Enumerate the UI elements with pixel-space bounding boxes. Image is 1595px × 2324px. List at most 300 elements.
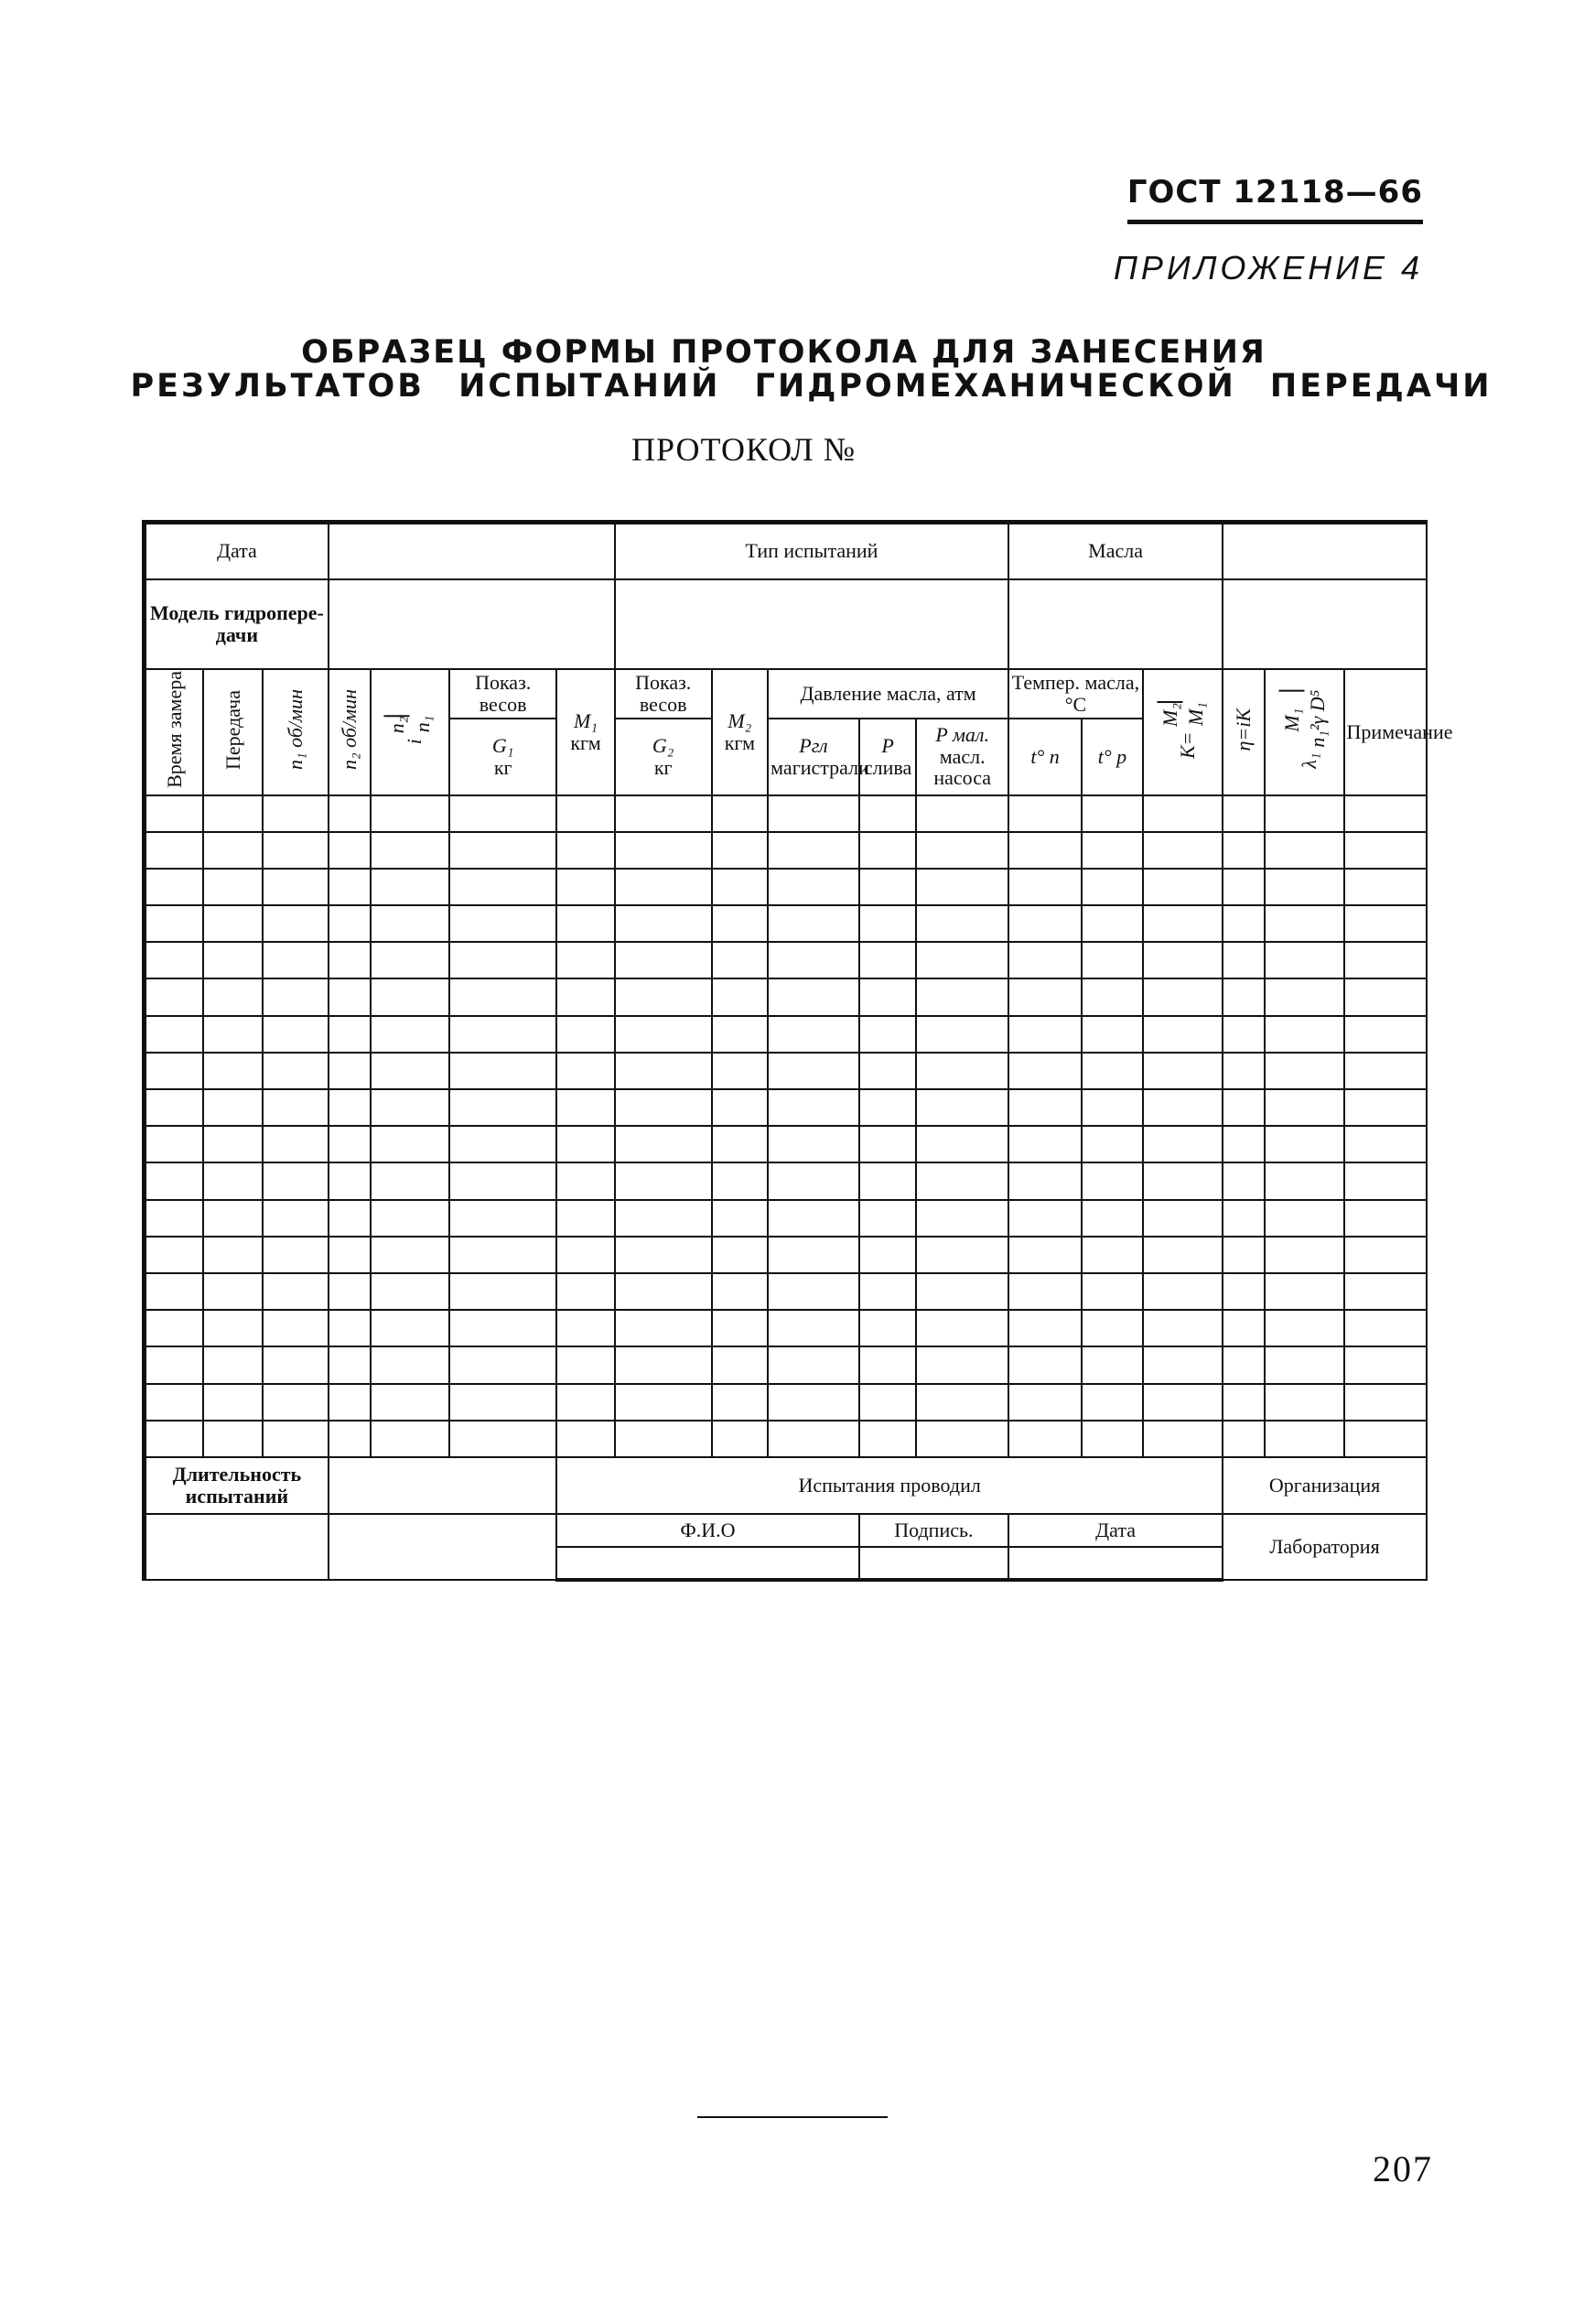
data-cell[interactable] [712, 1310, 769, 1346]
data-cell[interactable] [203, 832, 263, 869]
data-cell[interactable] [1143, 942, 1223, 978]
data-cell[interactable] [449, 1016, 556, 1053]
data-cell[interactable] [712, 1346, 769, 1383]
data-cell[interactable] [556, 1126, 615, 1162]
data-cell[interactable] [371, 1384, 449, 1421]
data-cell[interactable] [1082, 905, 1143, 942]
data-cell[interactable] [1344, 869, 1427, 905]
data-cell[interactable] [1344, 1053, 1427, 1089]
data-cell[interactable] [859, 832, 917, 869]
data-cell[interactable] [449, 1384, 556, 1421]
data-cell[interactable] [371, 832, 449, 869]
data-cell[interactable] [1143, 1126, 1223, 1162]
oil-value-cell[interactable] [1223, 523, 1427, 579]
data-cell[interactable] [916, 1237, 1008, 1273]
data-cell[interactable] [556, 869, 615, 905]
data-cell[interactable] [1143, 832, 1223, 869]
data-cell[interactable] [916, 1200, 1008, 1237]
data-cell[interactable] [1008, 1126, 1082, 1162]
data-cell[interactable] [1223, 795, 1265, 832]
data-cell[interactable] [615, 978, 712, 1015]
data-cell[interactable] [1265, 1089, 1343, 1126]
data-cell[interactable] [1344, 1089, 1427, 1126]
data-cell[interactable] [916, 1346, 1008, 1383]
data-cell[interactable] [859, 1016, 917, 1053]
data-cell[interactable] [371, 942, 449, 978]
data-cell[interactable] [712, 1162, 769, 1199]
data-cell[interactable] [1344, 1162, 1427, 1199]
data-cell[interactable] [1143, 1089, 1223, 1126]
data-cell[interactable] [916, 1421, 1008, 1457]
data-cell[interactable] [1008, 942, 1082, 978]
data-cell[interactable] [329, 869, 371, 905]
data-cell[interactable] [712, 1053, 769, 1089]
data-cell[interactable] [329, 1273, 371, 1310]
data-cell[interactable] [145, 942, 204, 978]
data-cell[interactable] [1143, 1237, 1223, 1273]
data-cell[interactable] [1223, 1384, 1265, 1421]
data-cell[interactable] [371, 1053, 449, 1089]
data-cell[interactable] [1223, 1237, 1265, 1273]
data-cell[interactable] [916, 942, 1008, 978]
data-cell[interactable] [449, 1200, 556, 1237]
data-cell[interactable] [263, 1089, 329, 1126]
data-cell[interactable] [1344, 1384, 1427, 1421]
data-cell[interactable] [1082, 1089, 1143, 1126]
data-cell[interactable] [1082, 1273, 1143, 1310]
data-cell[interactable] [1082, 1200, 1143, 1237]
data-cell[interactable] [859, 1310, 917, 1346]
data-cell[interactable] [329, 1346, 371, 1383]
data-cell[interactable] [556, 1162, 615, 1199]
data-cell[interactable] [712, 1273, 769, 1310]
data-cell[interactable] [449, 1162, 556, 1199]
data-cell[interactable] [1082, 795, 1143, 832]
data-cell[interactable] [263, 1273, 329, 1310]
data-cell[interactable] [859, 978, 917, 1015]
data-cell[interactable] [615, 795, 712, 832]
data-cell[interactable] [1265, 1384, 1343, 1421]
data-cell[interactable] [329, 1237, 371, 1273]
data-cell[interactable] [859, 1346, 917, 1383]
data-cell[interactable] [263, 795, 329, 832]
data-cell[interactable] [1082, 1053, 1143, 1089]
data-cell[interactable] [859, 1421, 917, 1457]
data-cell[interactable] [1265, 942, 1343, 978]
data-cell[interactable] [1223, 1126, 1265, 1162]
data-cell[interactable] [859, 869, 917, 905]
data-cell[interactable] [329, 1126, 371, 1162]
data-cell[interactable] [1344, 1421, 1427, 1457]
data-cell[interactable] [145, 978, 204, 1015]
data-cell[interactable] [203, 978, 263, 1015]
data-cell[interactable] [615, 1346, 712, 1383]
data-cell[interactable] [1223, 869, 1265, 905]
data-cell[interactable] [1223, 942, 1265, 978]
data-cell[interactable] [768, 832, 859, 869]
data-cell[interactable] [1344, 978, 1427, 1015]
data-cell[interactable] [263, 1162, 329, 1199]
data-cell[interactable] [1008, 1273, 1082, 1310]
data-cell[interactable] [263, 1237, 329, 1273]
data-cell[interactable] [615, 942, 712, 978]
data-cell[interactable] [1344, 832, 1427, 869]
data-cell[interactable] [556, 1384, 615, 1421]
data-cell[interactable] [263, 1384, 329, 1421]
data-cell[interactable] [449, 1089, 556, 1126]
data-cell[interactable] [556, 1346, 615, 1383]
data-cell[interactable] [615, 869, 712, 905]
data-cell[interactable] [916, 1273, 1008, 1310]
data-cell[interactable] [145, 1384, 204, 1421]
data-cell[interactable] [556, 1200, 615, 1237]
data-cell[interactable] [615, 832, 712, 869]
data-cell[interactable] [263, 869, 329, 905]
data-cell[interactable] [1344, 1237, 1427, 1273]
data-cell[interactable] [1082, 1310, 1143, 1346]
data-cell[interactable] [1008, 1237, 1082, 1273]
data-cell[interactable] [712, 1089, 769, 1126]
data-cell[interactable] [712, 942, 769, 978]
data-cell[interactable] [1265, 1162, 1343, 1199]
data-cell[interactable] [1082, 869, 1143, 905]
data-cell[interactable] [859, 1053, 917, 1089]
data-cell[interactable] [203, 1053, 263, 1089]
data-cell[interactable] [1082, 1384, 1143, 1421]
data-cell[interactable] [916, 1310, 1008, 1346]
data-cell[interactable] [1344, 1016, 1427, 1053]
data-cell[interactable] [1265, 869, 1343, 905]
data-cell[interactable] [859, 1384, 917, 1421]
data-cell[interactable] [263, 832, 329, 869]
data-cell[interactable] [768, 1421, 859, 1457]
data-cell[interactable] [203, 1273, 263, 1310]
data-cell[interactable] [145, 905, 204, 942]
data-cell[interactable] [1265, 1310, 1343, 1346]
data-cell[interactable] [371, 1421, 449, 1457]
data-cell[interactable] [1143, 1053, 1223, 1089]
data-cell[interactable] [712, 978, 769, 1015]
data-cell[interactable] [263, 1346, 329, 1383]
data-cell[interactable] [1008, 869, 1082, 905]
data-cell[interactable] [145, 1089, 204, 1126]
data-cell[interactable] [1265, 1421, 1343, 1457]
data-cell[interactable] [1082, 1421, 1143, 1457]
data-cell[interactable] [712, 1237, 769, 1273]
data-cell[interactable] [916, 1162, 1008, 1199]
duration-value-cell[interactable] [329, 1457, 556, 1514]
data-cell[interactable] [329, 1089, 371, 1126]
data-cell[interactable] [371, 1089, 449, 1126]
data-cell[interactable] [449, 832, 556, 869]
data-cell[interactable] [768, 1346, 859, 1383]
data-cell[interactable] [203, 1089, 263, 1126]
data-cell[interactable] [556, 1089, 615, 1126]
test-type-value-cell[interactable] [615, 579, 1008, 669]
data-cell[interactable] [1223, 1273, 1265, 1310]
data-cell[interactable] [1082, 942, 1143, 978]
data-cell[interactable] [1143, 795, 1223, 832]
data-cell[interactable] [263, 942, 329, 978]
data-cell[interactable] [371, 1126, 449, 1162]
data-cell[interactable] [916, 795, 1008, 832]
data-cell[interactable] [203, 1162, 263, 1199]
data-cell[interactable] [1008, 832, 1082, 869]
data-cell[interactable] [1008, 1421, 1082, 1457]
data-cell[interactable] [1143, 1346, 1223, 1383]
data-cell[interactable] [1082, 1162, 1143, 1199]
data-cell[interactable] [449, 1273, 556, 1310]
data-cell[interactable] [449, 795, 556, 832]
data-cell[interactable] [263, 1126, 329, 1162]
data-cell[interactable] [1265, 832, 1343, 869]
data-cell[interactable] [1344, 1126, 1427, 1162]
data-cell[interactable] [1223, 1016, 1265, 1053]
data-cell[interactable] [556, 1273, 615, 1310]
data-cell[interactable] [329, 1421, 371, 1457]
data-cell[interactable] [203, 1310, 263, 1346]
data-cell[interactable] [449, 942, 556, 978]
data-cell[interactable] [1143, 1384, 1223, 1421]
data-cell[interactable] [1344, 905, 1427, 942]
data-cell[interactable] [1223, 1162, 1265, 1199]
data-cell[interactable] [1082, 1126, 1143, 1162]
data-cell[interactable] [712, 1421, 769, 1457]
data-cell[interactable] [859, 1126, 917, 1162]
data-cell[interactable] [329, 1200, 371, 1237]
data-cell[interactable] [768, 869, 859, 905]
data-cell[interactable] [556, 832, 615, 869]
data-cell[interactable] [615, 905, 712, 942]
data-cell[interactable] [768, 795, 859, 832]
data-cell[interactable] [329, 1016, 371, 1053]
data-cell[interactable] [1265, 1346, 1343, 1383]
data-cell[interactable] [449, 1310, 556, 1346]
data-cell[interactable] [556, 1421, 615, 1457]
data-cell[interactable] [556, 942, 615, 978]
data-cell[interactable] [1344, 942, 1427, 978]
data-cell[interactable] [916, 1016, 1008, 1053]
data-cell[interactable] [712, 1126, 769, 1162]
data-cell[interactable] [371, 978, 449, 1015]
data-cell[interactable] [263, 1016, 329, 1053]
data-cell[interactable] [859, 795, 917, 832]
data-cell[interactable] [712, 832, 769, 869]
data-cell[interactable] [1265, 1237, 1343, 1273]
data-cell[interactable] [329, 832, 371, 869]
data-cell[interactable] [145, 1053, 204, 1089]
data-cell[interactable] [1143, 1273, 1223, 1310]
data-cell[interactable] [768, 1053, 859, 1089]
data-cell[interactable] [1223, 978, 1265, 1015]
data-cell[interactable] [203, 1421, 263, 1457]
data-cell[interactable] [768, 1089, 859, 1126]
duration-extra-cell[interactable] [145, 1514, 329, 1580]
data-cell[interactable] [203, 1200, 263, 1237]
data-cell[interactable] [768, 978, 859, 1015]
data-cell[interactable] [1223, 905, 1265, 942]
data-cell[interactable] [1008, 1310, 1082, 1346]
data-cell[interactable] [203, 1346, 263, 1383]
data-cell[interactable] [859, 905, 917, 942]
data-cell[interactable] [1143, 905, 1223, 942]
data-cell[interactable] [263, 905, 329, 942]
data-cell[interactable] [1008, 1089, 1082, 1126]
data-cell[interactable] [615, 1237, 712, 1273]
data-cell[interactable] [263, 1200, 329, 1237]
data-cell[interactable] [145, 1310, 204, 1346]
data-cell[interactable] [449, 1237, 556, 1273]
data-cell[interactable] [615, 1273, 712, 1310]
data-cell[interactable] [1143, 978, 1223, 1015]
data-cell[interactable] [371, 1016, 449, 1053]
data-cell[interactable] [1265, 978, 1343, 1015]
data-cell[interactable] [145, 795, 204, 832]
data-cell[interactable] [1223, 832, 1265, 869]
data-cell[interactable] [1143, 1200, 1223, 1237]
data-cell[interactable] [916, 978, 1008, 1015]
data-cell[interactable] [768, 905, 859, 942]
data-cell[interactable] [329, 978, 371, 1015]
data-cell[interactable] [371, 869, 449, 905]
data-cell[interactable] [859, 1237, 917, 1273]
data-cell[interactable] [145, 1273, 204, 1310]
data-cell[interactable] [449, 1346, 556, 1383]
data-cell[interactable] [768, 1162, 859, 1199]
data-cell[interactable] [556, 905, 615, 942]
data-cell[interactable] [859, 1273, 917, 1310]
data-cell[interactable] [859, 1200, 917, 1237]
data-cell[interactable] [1344, 1310, 1427, 1346]
name-value-cell[interactable] [556, 1547, 859, 1580]
data-cell[interactable] [556, 1053, 615, 1089]
data-cell[interactable] [449, 1053, 556, 1089]
data-cell[interactable] [615, 1310, 712, 1346]
data-cell[interactable] [1265, 1016, 1343, 1053]
data-cell[interactable] [916, 905, 1008, 942]
data-cell[interactable] [712, 869, 769, 905]
data-cell[interactable] [1082, 1016, 1143, 1053]
footer-date-value-cell[interactable] [1008, 1547, 1223, 1580]
data-cell[interactable] [1008, 795, 1082, 832]
data-cell[interactable] [615, 1200, 712, 1237]
data-cell[interactable] [329, 1310, 371, 1346]
data-cell[interactable] [371, 1346, 449, 1383]
data-cell[interactable] [1008, 978, 1082, 1015]
data-cell[interactable] [615, 1126, 712, 1162]
data-cell[interactable] [768, 1273, 859, 1310]
data-cell[interactable] [712, 1016, 769, 1053]
data-cell[interactable] [1143, 1016, 1223, 1053]
data-cell[interactable] [371, 1237, 449, 1273]
data-cell[interactable] [1223, 1421, 1265, 1457]
date-value-cell[interactable] [329, 523, 615, 579]
data-cell[interactable] [263, 1421, 329, 1457]
data-cell[interactable] [712, 1384, 769, 1421]
data-cell[interactable] [203, 869, 263, 905]
data-cell[interactable] [615, 1016, 712, 1053]
data-cell[interactable] [329, 1053, 371, 1089]
data-cell[interactable] [449, 905, 556, 942]
data-cell[interactable] [1223, 1310, 1265, 1346]
data-cell[interactable] [615, 1162, 712, 1199]
data-cell[interactable] [768, 1200, 859, 1237]
data-cell[interactable] [615, 1089, 712, 1126]
data-cell[interactable] [1143, 1421, 1223, 1457]
data-cell[interactable] [1008, 1016, 1082, 1053]
data-cell[interactable] [615, 1421, 712, 1457]
data-cell[interactable] [768, 1126, 859, 1162]
data-cell[interactable] [712, 905, 769, 942]
data-cell[interactable] [768, 1310, 859, 1346]
data-cell[interactable] [556, 1016, 615, 1053]
data-cell[interactable] [1008, 1346, 1082, 1383]
data-cell[interactable] [329, 1162, 371, 1199]
data-cell[interactable] [556, 978, 615, 1015]
data-cell[interactable] [1265, 1200, 1343, 1237]
data-cell[interactable] [768, 942, 859, 978]
data-cell[interactable] [768, 1384, 859, 1421]
data-cell[interactable] [1008, 1200, 1082, 1237]
data-cell[interactable] [916, 1384, 1008, 1421]
data-cell[interactable] [859, 1162, 917, 1199]
data-cell[interactable] [1223, 1053, 1265, 1089]
data-cell[interactable] [371, 1200, 449, 1237]
data-cell[interactable] [859, 942, 917, 978]
duration-extra-value-cell[interactable] [329, 1514, 556, 1580]
data-cell[interactable] [556, 1310, 615, 1346]
data-cell[interactable] [916, 832, 1008, 869]
data-cell[interactable] [203, 1016, 263, 1053]
data-cell[interactable] [1223, 1089, 1265, 1126]
data-cell[interactable] [556, 1237, 615, 1273]
data-cell[interactable] [1265, 795, 1343, 832]
signature-value-cell[interactable] [859, 1547, 1008, 1580]
data-cell[interactable] [712, 795, 769, 832]
data-cell[interactable] [145, 1237, 204, 1273]
oil-type-value-cell[interactable] [1008, 579, 1223, 669]
data-cell[interactable] [1143, 869, 1223, 905]
data-cell[interactable] [1265, 1273, 1343, 1310]
data-cell[interactable] [203, 1384, 263, 1421]
data-cell[interactable] [329, 795, 371, 832]
data-cell[interactable] [145, 1126, 204, 1162]
data-cell[interactable] [916, 869, 1008, 905]
data-cell[interactable] [145, 1421, 204, 1457]
data-cell[interactable] [916, 1126, 1008, 1162]
data-cell[interactable] [371, 905, 449, 942]
data-cell[interactable] [1008, 1053, 1082, 1089]
model-value-cell[interactable] [329, 579, 615, 669]
data-cell[interactable] [203, 795, 263, 832]
data-cell[interactable] [1143, 1162, 1223, 1199]
data-cell[interactable] [263, 1053, 329, 1089]
data-cell[interactable] [1008, 1162, 1082, 1199]
data-cell[interactable] [371, 795, 449, 832]
data-cell[interactable] [145, 1200, 204, 1237]
data-cell[interactable] [1265, 1053, 1343, 1089]
data-cell[interactable] [1082, 1346, 1143, 1383]
data-cell[interactable] [145, 869, 204, 905]
data-cell[interactable] [1265, 1126, 1343, 1162]
data-cell[interactable] [371, 1273, 449, 1310]
data-cell[interactable] [263, 978, 329, 1015]
data-cell[interactable] [1344, 795, 1427, 832]
data-cell[interactable] [768, 1016, 859, 1053]
data-cell[interactable] [1344, 1273, 1427, 1310]
data-cell[interactable] [1223, 1200, 1265, 1237]
data-cell[interactable] [329, 942, 371, 978]
